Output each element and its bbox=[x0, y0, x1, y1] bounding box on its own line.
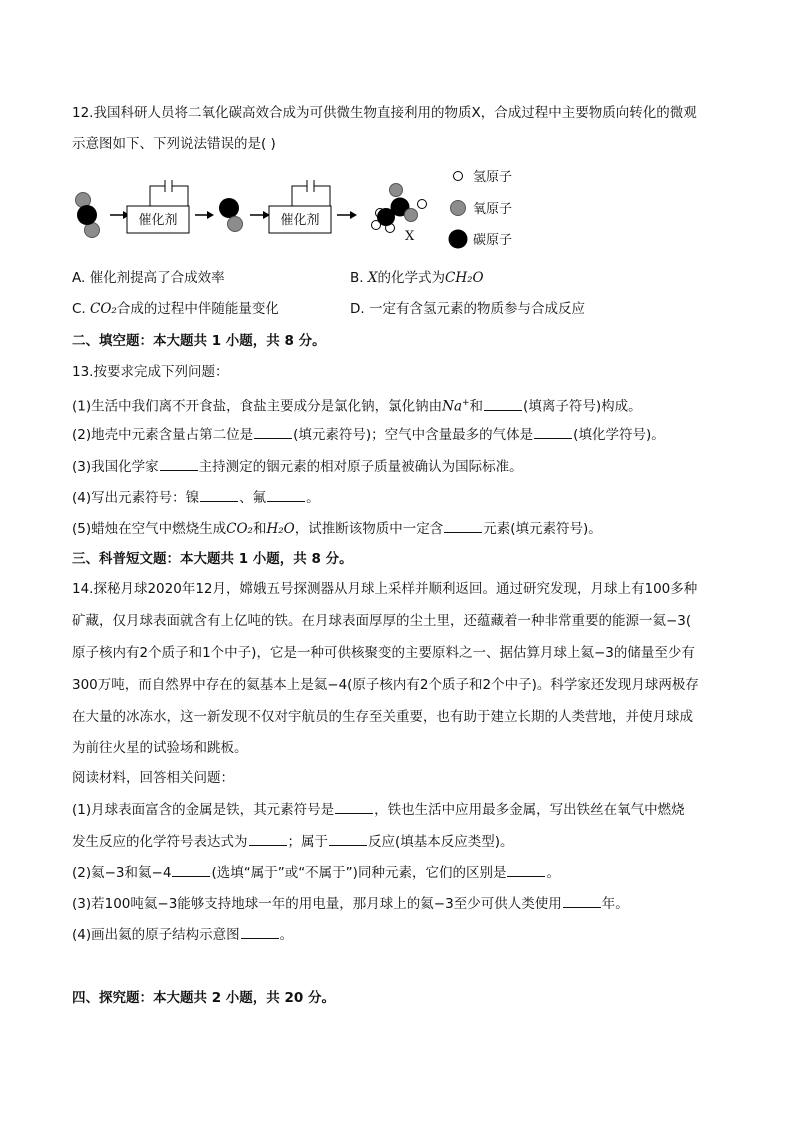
arrow-2-head bbox=[207, 211, 214, 219]
answer-blank[interactable] bbox=[534, 424, 572, 439]
option-b-formula: CH₂O bbox=[444, 270, 484, 286]
q13-p1b: 和 bbox=[469, 398, 484, 415]
legend-oxygen-swatch bbox=[451, 201, 466, 216]
q14-p1-l2c: 反应(填基本反应类型)。 bbox=[368, 834, 514, 850]
answer-blank[interactable] bbox=[200, 487, 238, 502]
q14-prompt: 阅读材料，回答相关问题： bbox=[72, 770, 234, 786]
q13-p4a: (4)写出元素符号：镍 bbox=[72, 490, 200, 506]
q14-p4b: 。 bbox=[279, 927, 294, 943]
option-c-formula: CO₂ bbox=[90, 301, 117, 317]
answer-blank[interactable] bbox=[484, 396, 522, 411]
q13-p5a: (5)蜡烛在空气中燃烧生成 bbox=[72, 521, 227, 537]
answer-blank[interactable] bbox=[241, 924, 279, 939]
co2-molecule bbox=[76, 193, 100, 238]
option-b-mid: 的化学式为 bbox=[377, 270, 445, 286]
answer-blank[interactable] bbox=[267, 487, 305, 502]
section-4-heading: 四、探究题：本大题共 2 小题，共 20 分。 bbox=[72, 990, 335, 1006]
answer-blank[interactable] bbox=[172, 862, 210, 877]
q12-option-a: A. 催化剂提高了合成效率 bbox=[72, 270, 225, 286]
legend-hydrogen-label: 氢原子 bbox=[473, 170, 513, 185]
legend-carbon-swatch bbox=[449, 230, 468, 249]
q14-p2a: (2)氦−3和氦−4 bbox=[72, 865, 172, 881]
legend bbox=[449, 170, 513, 249]
q12-option-b bbox=[350, 268, 484, 288]
q13-p5c: ，试推断该物质中一定含 bbox=[294, 521, 444, 537]
h2o-formula: H₂O bbox=[266, 521, 295, 537]
legend-carbon-label: 碳原子 bbox=[473, 233, 513, 248]
q14-passage-line: 为前往火星的试验场和跳板。 bbox=[72, 740, 248, 756]
answer-blank[interactable] bbox=[249, 831, 287, 846]
option-b-prefix: B. bbox=[350, 270, 368, 286]
answer-blank[interactable] bbox=[329, 831, 367, 846]
q14-p2b: (选填“属于”或“不属于”)同种元素，它们的区别是 bbox=[211, 865, 507, 881]
q14-part1-line2 bbox=[72, 831, 514, 852]
catalyst-box-1 bbox=[127, 180, 189, 233]
catalyst-label-1: 催化剂 bbox=[138, 213, 178, 228]
q13-p4c: 。 bbox=[306, 490, 320, 506]
q14-p1-l2a: 发生反应的化学符号表达式为 bbox=[72, 834, 248, 850]
q13-part5 bbox=[72, 518, 602, 539]
q13-p5b: 和 bbox=[252, 521, 267, 537]
q12-stem-line1: 12.我国科研人员将二氧化碳高效合成为可供微生物直接利用的物质X，合成过程中主要物质向转化的微观 bbox=[72, 105, 697, 121]
section-2-heading: 二、填空题：本大题共 1 小题，共 8 分。 bbox=[72, 333, 326, 349]
q14-p1-l1b: ，铁也生活中应用最多金属，写出铁丝在氧气中燃烧 bbox=[374, 802, 685, 818]
q14-p4a: (4)画出氦的原子结构示意图 bbox=[72, 927, 240, 943]
catalyst-box-2 bbox=[269, 180, 331, 233]
q14-passage-line: 在大量的冰冻水，这一新发现不仅对宇航员的生存至关重要，也有助于建立长期的人类营地，并使月球成 bbox=[72, 709, 693, 725]
q13-p5d: 元素(填元素符号)。 bbox=[483, 521, 602, 537]
q14-part4 bbox=[72, 924, 293, 945]
q14-passage-line: 300万吨，而自然界中存在的氦基本上是氦−4(原子核内有2个质子和2个中子)。科学家还发现月球两极存 bbox=[72, 677, 699, 693]
answer-blank[interactable] bbox=[507, 862, 545, 877]
q14-part1-line1 bbox=[72, 799, 685, 820]
option-c-suffix: 合成的过程中伴随能量变化 bbox=[116, 301, 279, 317]
q13-p4b: 、氟 bbox=[239, 490, 267, 506]
q14-p2c: 。 bbox=[546, 865, 560, 881]
catalyst-label-2: 催化剂 bbox=[280, 213, 320, 228]
q12-stem-line2: 示意图如下、下列说法错误的是( ) bbox=[72, 136, 276, 152]
legend-hydrogen-swatch bbox=[454, 172, 463, 181]
product-x-molecule bbox=[372, 184, 427, 233]
q13-p1a: (1)生活中我们离不开食盐，食盐主要成分是氯化钠，氯化钠由 bbox=[72, 398, 443, 415]
answer-blank[interactable] bbox=[160, 456, 198, 471]
q13-intro: 13.按要求完成下列问题： bbox=[72, 364, 229, 380]
answer-blank[interactable] bbox=[335, 799, 373, 814]
arrow-4-head bbox=[350, 211, 357, 219]
answer-blank[interactable] bbox=[444, 518, 482, 533]
q14-p1-l2b: ；属于 bbox=[287, 834, 328, 850]
q14-passage-line: 矿藏，仅月球表面就含有上亿吨的铁。在月球表面厚厚的尘土里，还蕴藏着一种非常重要的能源一氦−3( bbox=[72, 613, 692, 629]
q13-p2c: (填化学符号)。 bbox=[573, 427, 665, 443]
co-molecule bbox=[219, 198, 243, 232]
q13-p2a: (2)地壳中元素含量占第二位是 bbox=[72, 427, 254, 443]
option-c-prefix: C. bbox=[72, 301, 91, 317]
q12-option-c bbox=[72, 299, 279, 319]
q13-p1c: (填离子符号)构成。 bbox=[523, 398, 642, 415]
q13-p3a: (3)我国化学家 bbox=[72, 459, 159, 475]
q13-part4 bbox=[72, 487, 320, 508]
answer-blank[interactable] bbox=[254, 424, 292, 439]
molecule-reaction-diagram bbox=[60, 168, 540, 253]
q14-passage-line: 14.探秘月球2020年12月，嫦娥五号探测器从月球上采样并顺利返回。通过研究发现，月球上有100多种 bbox=[72, 581, 698, 597]
q14-p1-l1a: (1)月球表面富含的金属是铁，其元素符号是 bbox=[72, 802, 335, 818]
q14-p3a: (3)若100吨氦−3能够支持地球一年的用电量，那月球上的氦−3至少可供人类使用 bbox=[72, 896, 562, 912]
section-3-heading: 三、科普短文题：本大题共 1 小题，共 8 分。 bbox=[72, 551, 353, 567]
q13-p2b: (填元素符号)；空气中含量最多的气体是 bbox=[293, 427, 534, 443]
na-ion-charge: + bbox=[462, 398, 470, 408]
q14-part3 bbox=[72, 893, 629, 914]
option-b-var: X bbox=[367, 270, 378, 286]
q12-option-d: D. 一定有含氢元素的物质参与合成反应 bbox=[350, 301, 585, 317]
q13-part2 bbox=[72, 424, 665, 445]
legend-oxygen-label: 氧原子 bbox=[473, 202, 513, 217]
q13-part3 bbox=[72, 456, 523, 477]
product-x-label: X bbox=[405, 229, 415, 244]
answer-blank[interactable] bbox=[563, 893, 601, 908]
q14-passage-line: 原子核内有2个质子和1个中子)，它是一种可供核聚变的主要原料之一、据估算月球上氦−3的储量至少有 bbox=[72, 645, 695, 661]
co2-formula: CO₂ bbox=[226, 521, 253, 537]
na-ion: Na bbox=[442, 398, 462, 415]
q13-p3b: 主持测定的铟元素的相对原子质量被确认为国际标准。 bbox=[198, 459, 523, 475]
q13-part1 bbox=[72, 393, 642, 417]
q14-part2 bbox=[72, 862, 560, 883]
q14-p3b: 年。 bbox=[601, 896, 629, 912]
